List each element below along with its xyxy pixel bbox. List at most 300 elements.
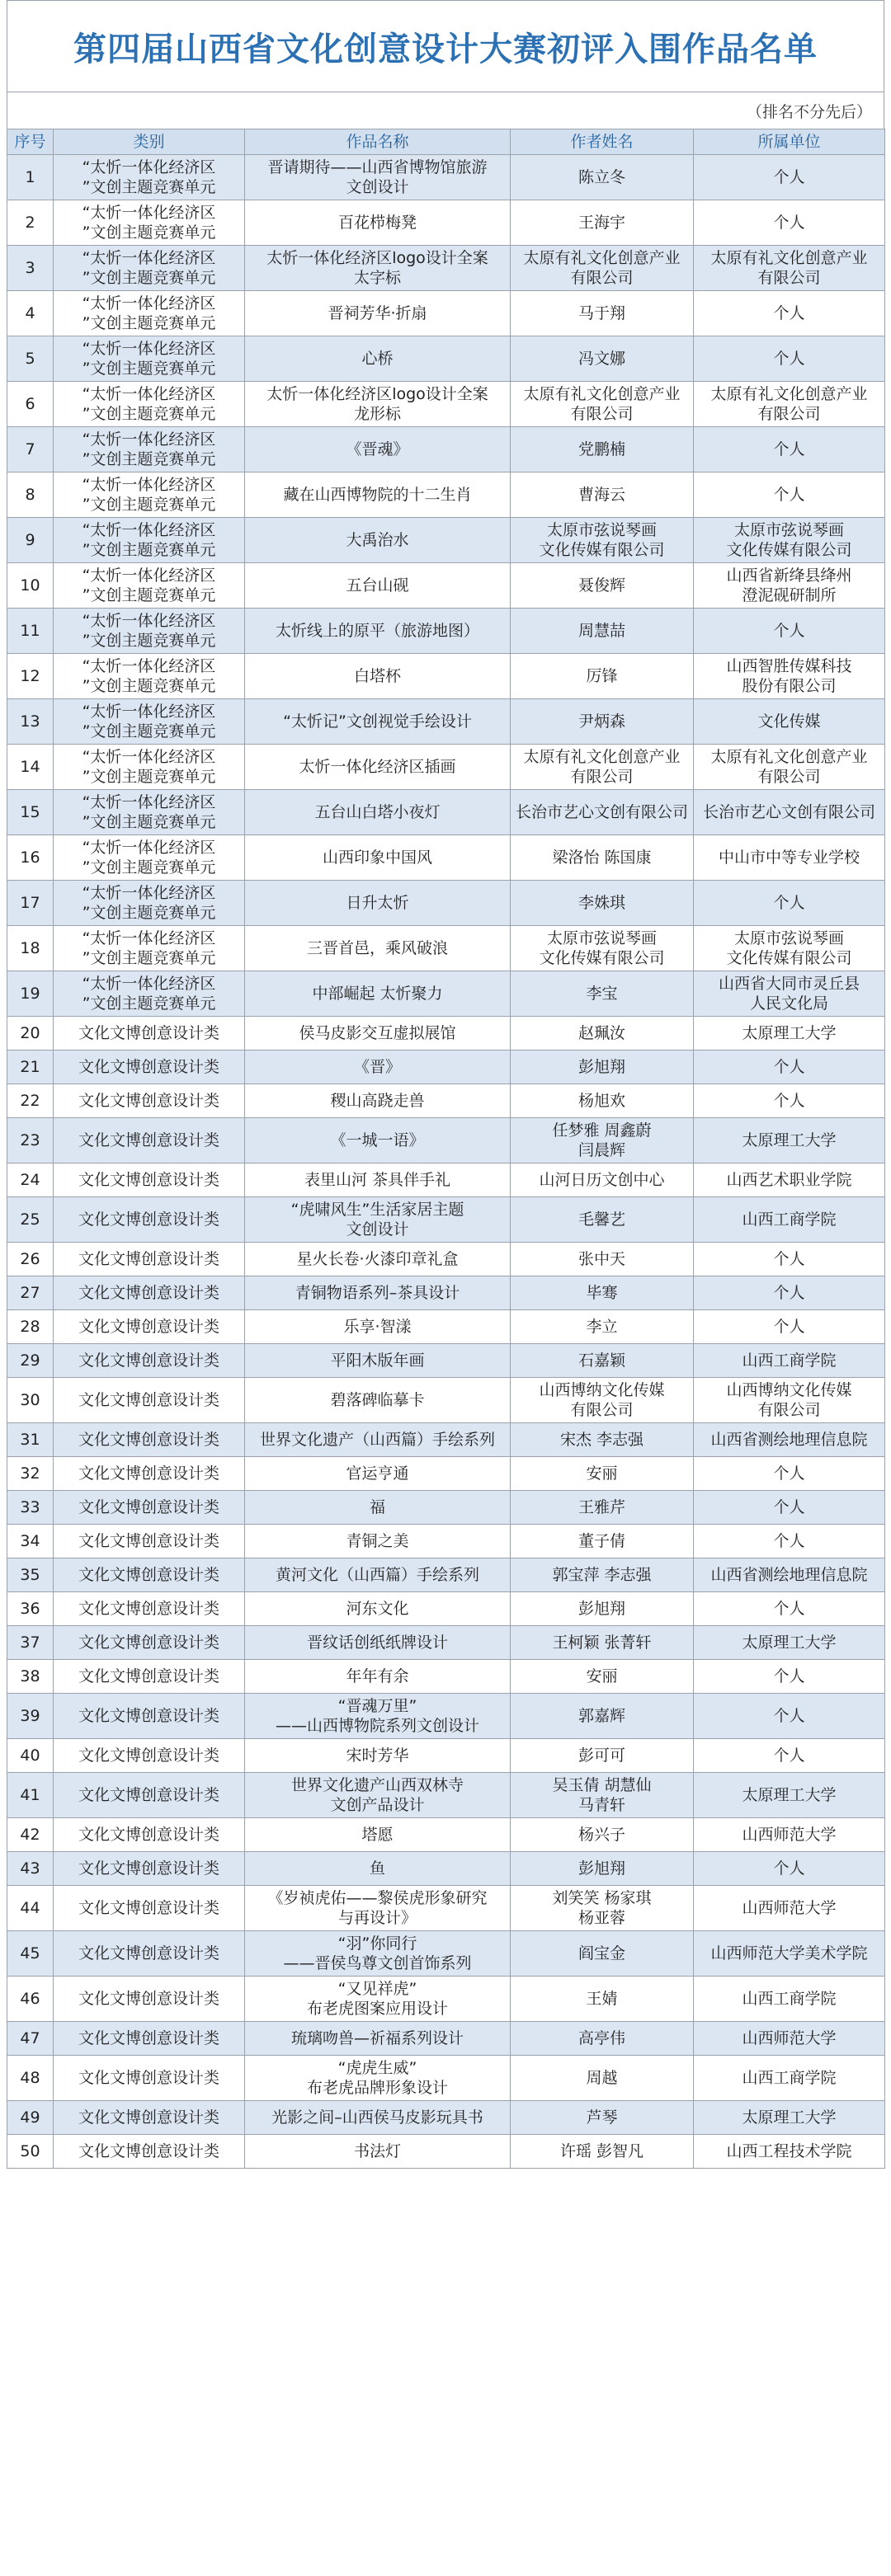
cell-no: 36: [7, 1592, 54, 1626]
table-row: [7, 1310, 885, 1344]
cell-work: 大禹治水: [245, 518, 511, 563]
cell-unit: 山西省大同市灵丘县 人民文化局: [694, 971, 885, 1017]
cell-unit: 太原有礼文化创意产业 有限公司: [694, 382, 885, 427]
cell-work: 心桥: [245, 336, 511, 382]
table-row: [7, 2101, 885, 2135]
cell-no: 19: [7, 971, 54, 1017]
table-row: [7, 2056, 885, 2101]
cell-no: 8: [7, 472, 54, 518]
table-row: [7, 1592, 885, 1626]
table-row: [7, 1378, 885, 1423]
cell-author: 吴玉倩 胡慧仙 马青轩: [511, 1773, 694, 1818]
cell-work: 河东文化: [245, 1592, 511, 1626]
cell-category: “太忻一体化经济区 ”文创主题竞赛单元: [54, 835, 245, 881]
cell-category: “太忻一体化经济区 ”文创主题竞赛单元: [54, 745, 245, 790]
cell-author: 王雅芹: [511, 1491, 694, 1525]
table-header-row: [7, 129, 885, 155]
cell-work: 《晋》: [245, 1051, 511, 1084]
cell-category: 文化文博创意设计类: [54, 1118, 245, 1163]
table-row: [7, 926, 885, 971]
cell-no: 9: [7, 518, 54, 563]
cell-no: 24: [7, 1163, 54, 1197]
cell-category: 文化文博创意设计类: [54, 1886, 245, 1931]
header-category: 类别: [54, 129, 245, 155]
table-row: [7, 1739, 885, 1773]
cell-author: 山河日历文创中心: [511, 1163, 694, 1197]
cell-author: 毕骞: [511, 1276, 694, 1310]
cell-author: 太原有礼文化创意产业 有限公司: [511, 246, 694, 291]
cell-work: 太忻一体化经济区logo设计全案 龙形标: [245, 382, 511, 427]
table-row: [7, 699, 885, 745]
cell-unit: 个人: [694, 1525, 885, 1558]
cell-no: 20: [7, 1017, 54, 1051]
cell-no: 5: [7, 336, 54, 382]
cell-no: 43: [7, 1852, 54, 1886]
table-row: [7, 654, 885, 699]
cell-category: 文化文博创意设计类: [54, 1977, 245, 2022]
cell-category: “太忻一体化经济区 ”文创主题竞赛单元: [54, 926, 245, 971]
cell-work: 晋祠芳华·折扇: [245, 291, 511, 336]
table-row: [7, 1163, 885, 1197]
table-row: [7, 427, 885, 472]
cell-unit: 山西师范大学: [694, 2022, 885, 2056]
cell-no: 30: [7, 1378, 54, 1423]
cell-work: “太忻记”文创视觉手绘设计: [245, 699, 511, 745]
table-row: [7, 1344, 885, 1378]
cell-category: “太忻一体化经济区 ”文创主题竞赛单元: [54, 246, 245, 291]
cell-work: 碧落碑临摹卡: [245, 1378, 511, 1423]
table-row: [7, 1694, 885, 1739]
cell-no: 4: [7, 291, 54, 336]
cell-category: “太忻一体化经济区 ”文创主题竞赛单元: [54, 291, 245, 336]
cell-no: 41: [7, 1773, 54, 1818]
cell-category: 文化文博创意设计类: [54, 1344, 245, 1378]
table-row: [7, 1818, 885, 1852]
cell-category: 文化文博创意设计类: [54, 1660, 245, 1694]
cell-category: 文化文博创意设计类: [54, 1818, 245, 1852]
cell-work: 五台山砚: [245, 563, 511, 609]
cell-work: 光影之间–山西侯马皮影玩具书: [245, 2101, 511, 2135]
cell-category: 文化文博创意设计类: [54, 1739, 245, 1773]
cell-work: 晋纹话创纸纸牌设计: [245, 1626, 511, 1660]
cell-no: 37: [7, 1626, 54, 1660]
cell-author: 聂俊辉: [511, 563, 694, 609]
cell-no: 15: [7, 790, 54, 835]
table-row: [7, 1977, 885, 2022]
ranking-note-row: [7, 92, 884, 129]
cell-category: 文化文博创意设计类: [54, 1931, 245, 1977]
cell-unit: 太原市弦说琴画 文化传媒有限公司: [694, 926, 885, 971]
table-row: [7, 200, 885, 246]
cell-author: 芦琴: [511, 2101, 694, 2135]
cell-unit: 个人: [694, 1243, 885, 1276]
cell-category: 文化文博创意设计类: [54, 1457, 245, 1491]
cell-category: 文化文博创意设计类: [54, 1592, 245, 1626]
cell-work: 青铜之美: [245, 1525, 511, 1558]
cell-category: 文化文博创意设计类: [54, 1017, 245, 1051]
cell-unit: 个人: [694, 336, 885, 382]
cell-author: 董子倩: [511, 1525, 694, 1558]
cell-unit: 山西艺术职业学院: [694, 1163, 885, 1197]
table-row: [7, 155, 885, 200]
table-row: [7, 1084, 885, 1118]
cell-work: 表里山河 茶具伴手礼: [245, 1163, 511, 1197]
cell-work: 三晋首邑，乘风破浪: [245, 926, 511, 971]
cell-no: 17: [7, 881, 54, 926]
cell-work: 世界文化遗产山西双林寺 文创产品设计: [245, 1773, 511, 1818]
cell-work: 青铜物语系列–茶具设计: [245, 1276, 511, 1310]
header-no: 序号: [7, 129, 54, 155]
cell-category: “太忻一体化经济区 ”文创主题竞赛单元: [54, 518, 245, 563]
cell-work: 塔愿: [245, 1818, 511, 1852]
table-row: [7, 1491, 885, 1525]
cell-work: 琉璃吻兽—祈福系列设计: [245, 2022, 511, 2056]
table-row: [7, 1423, 885, 1457]
cell-author: 马于翔: [511, 291, 694, 336]
cell-no: 21: [7, 1051, 54, 1084]
cell-category: 文化文博创意设计类: [54, 1423, 245, 1457]
cell-author: 王婧: [511, 1977, 694, 2022]
cell-unit: 长治市艺心文创有限公司: [694, 790, 885, 835]
cell-author: 郭嘉辉: [511, 1694, 694, 1739]
cell-unit: 山西博纳文化传媒 有限公司: [694, 1378, 885, 1423]
table-row: [7, 1243, 885, 1276]
cell-no: 29: [7, 1344, 54, 1378]
cell-work: 宋时芳华: [245, 1739, 511, 1773]
cell-no: 40: [7, 1739, 54, 1773]
cell-author: 太原有礼文化创意产业 有限公司: [511, 382, 694, 427]
cell-author: 长治市艺心文创有限公司: [511, 790, 694, 835]
cell-author: 杨旭欢: [511, 1084, 694, 1118]
cell-unit: 山西省测绘地理信息院: [694, 1423, 885, 1457]
cell-work: 福: [245, 1491, 511, 1525]
cell-category: 文化文博创意设计类: [54, 1084, 245, 1118]
table-row: [7, 563, 885, 609]
cell-unit: 太原市弦说琴画 文化传媒有限公司: [694, 518, 885, 563]
cell-category: “太忻一体化经济区 ”文创主题竞赛单元: [54, 336, 245, 382]
cell-no: 1: [7, 155, 54, 200]
cell-no: 7: [7, 427, 54, 472]
cell-no: 39: [7, 1694, 54, 1739]
ranking-note: （排名不分先后）: [746, 102, 872, 121]
cell-no: 31: [7, 1423, 54, 1457]
cell-unit: 太原理工大学: [694, 1773, 885, 1818]
cell-author: 周慧喆: [511, 609, 694, 654]
cell-work: 书法灯: [245, 2135, 511, 2169]
cell-author: 石嘉颖: [511, 1344, 694, 1378]
cell-no: 49: [7, 2101, 54, 2135]
header-unit: 所属单位: [694, 129, 885, 155]
cell-unit: 个人: [694, 291, 885, 336]
cell-author: 太原市弦说琴画 文化传媒有限公司: [511, 926, 694, 971]
cell-no: 26: [7, 1243, 54, 1276]
cell-category: 文化文博创意设计类: [54, 1852, 245, 1886]
table-row: [7, 291, 885, 336]
cell-no: 2: [7, 200, 54, 246]
cell-work: 晋请期待——山西省博物馆旅游 文创设计: [245, 155, 511, 200]
cell-category: 文化文博创意设计类: [54, 1491, 245, 1525]
cell-unit: 山西工商学院: [694, 1197, 885, 1243]
cell-author: 彭旭翔: [511, 1051, 694, 1084]
cell-category: 文化文博创意设计类: [54, 1051, 245, 1084]
cell-work: 《岁祯虎佑——黎侯虎形象研究 与再设计》: [245, 1886, 511, 1931]
table-row: [7, 1931, 885, 1977]
cell-author: 李立: [511, 1310, 694, 1344]
cell-work: 鱼: [245, 1852, 511, 1886]
cell-author: 彭可可: [511, 1739, 694, 1773]
cell-category: 文化文博创意设计类: [54, 1163, 245, 1197]
cell-work: “又见祥虎” 布老虎图案应用设计: [245, 1977, 511, 2022]
table-row: [7, 2022, 885, 2056]
cell-category: 文化文博创意设计类: [54, 1276, 245, 1310]
cell-author: 王柯颖 张菁轩: [511, 1626, 694, 1660]
cell-no: 12: [7, 654, 54, 699]
cell-work: 太忻一体化经济区插画: [245, 745, 511, 790]
cell-category: 文化文博创意设计类: [54, 2101, 245, 2135]
cell-work: 百花栉梅凳: [245, 200, 511, 246]
cell-category: “太忻一体化经济区 ”文创主题竞赛单元: [54, 699, 245, 745]
cell-category: 文化文博创意设计类: [54, 1626, 245, 1660]
cell-category: 文化文博创意设计类: [54, 2056, 245, 2101]
cell-no: 10: [7, 563, 54, 609]
cell-work: 日升太忻: [245, 881, 511, 926]
table-row: [7, 971, 885, 1017]
cell-no: 25: [7, 1197, 54, 1243]
cell-unit: 山西师范大学: [694, 1818, 885, 1852]
cell-unit: 个人: [694, 472, 885, 518]
cell-no: 50: [7, 2135, 54, 2169]
cell-author: 曹海云: [511, 472, 694, 518]
cell-author: 杨兴子: [511, 1818, 694, 1852]
table-row: [7, 1197, 885, 1243]
cell-category: “太忻一体化经济区 ”文创主题竞赛单元: [54, 200, 245, 246]
cell-work: 山西印象中国风: [245, 835, 511, 881]
cell-no: 42: [7, 1818, 54, 1852]
cell-work: 太忻一体化经济区logo设计全案 太字标: [245, 246, 511, 291]
cell-no: 14: [7, 745, 54, 790]
cell-work: 年年有余: [245, 1660, 511, 1694]
cell-author: 太原市弦说琴画 文化传媒有限公司: [511, 518, 694, 563]
cell-author: 周越: [511, 2056, 694, 2101]
cell-category: 文化文博创意设计类: [54, 1310, 245, 1344]
cell-unit: 个人: [694, 609, 885, 654]
cell-unit: 太原理工大学: [694, 1626, 885, 1660]
cell-no: 22: [7, 1084, 54, 1118]
cell-unit: 个人: [694, 1694, 885, 1739]
cell-work: 藏在山西博物院的十二生肖: [245, 472, 511, 518]
cell-author: 太原有礼文化创意产业 有限公司: [511, 745, 694, 790]
cell-work: 太忻线上的原平（旅游地图）: [245, 609, 511, 654]
cell-unit: 个人: [694, 200, 885, 246]
cell-no: 27: [7, 1276, 54, 1310]
cell-no: 48: [7, 2056, 54, 2101]
cell-author: 安丽: [511, 1660, 694, 1694]
cell-author: 冯文娜: [511, 336, 694, 382]
cell-category: “太忻一体化经济区 ”文创主题竞赛单元: [54, 382, 245, 427]
cell-author: 宋杰 李志强: [511, 1423, 694, 1457]
cell-author: 厉锋: [511, 654, 694, 699]
cell-unit: 山西工商学院: [694, 1344, 885, 1378]
cell-category: “太忻一体化经济区 ”文创主题竞赛单元: [54, 563, 245, 609]
table-row: [7, 1525, 885, 1558]
table-row: [7, 1051, 885, 1084]
table-row: [7, 1852, 885, 1886]
cell-category: “太忻一体化经济区 ”文创主题竞赛单元: [54, 609, 245, 654]
cell-no: 46: [7, 1977, 54, 2022]
cell-unit: 个人: [694, 881, 885, 926]
cell-unit: 个人: [694, 1457, 885, 1491]
cell-unit: 山西省测绘地理信息院: [694, 1558, 885, 1592]
table-row: [7, 1558, 885, 1592]
cell-unit: 山西师范大学美术学院: [694, 1931, 885, 1977]
cell-no: 11: [7, 609, 54, 654]
cell-no: 44: [7, 1886, 54, 1931]
cell-author: 郭宝萍 李志强: [511, 1558, 694, 1592]
table-row: [7, 1017, 885, 1051]
cell-category: “太忻一体化经济区 ”文创主题竞赛单元: [54, 155, 245, 200]
cell-author: 刘笑笑 杨家琪 杨亚蓉: [511, 1886, 694, 1931]
cell-work: “虎虎生威” 布老虎品牌形象设计: [245, 2056, 511, 2101]
cell-work: 官运亨通: [245, 1457, 511, 1491]
table-row: [7, 336, 885, 382]
cell-no: 35: [7, 1558, 54, 1592]
table-row: [7, 1276, 885, 1310]
cell-no: 16: [7, 835, 54, 881]
page: [7, 0, 884, 2169]
cell-work: “虎啸风生”生活家居主题 文创设计: [245, 1197, 511, 1243]
cell-author: 王海宇: [511, 200, 694, 246]
cell-unit: 山西师范大学: [694, 1886, 885, 1931]
cell-unit: 文化传媒: [694, 699, 885, 745]
table-row: [7, 745, 885, 790]
cell-work: 平阳木版年画: [245, 1344, 511, 1378]
cell-no: 34: [7, 1525, 54, 1558]
table-row: [7, 881, 885, 926]
cell-no: 6: [7, 382, 54, 427]
cell-category: 文化文博创意设计类: [54, 2022, 245, 2056]
table-row: [7, 1118, 885, 1163]
header-work: 作品名称: [245, 129, 511, 155]
cell-author: 党鹏楠: [511, 427, 694, 472]
cell-author: 李姝琪: [511, 881, 694, 926]
cell-category: “太忻一体化经济区 ”文创主题竞赛单元: [54, 790, 245, 835]
cell-no: 32: [7, 1457, 54, 1491]
cell-unit: 个人: [694, 1592, 885, 1626]
cell-work: 稷山高跷走兽: [245, 1084, 511, 1118]
cell-author: 阎宝金: [511, 1931, 694, 1977]
cell-author: 彭旭翔: [511, 1592, 694, 1626]
cell-author: 安丽: [511, 1457, 694, 1491]
cell-author: 张中天: [511, 1243, 694, 1276]
cell-unit: 中山市中等专业学校: [694, 835, 885, 881]
cell-unit: 个人: [694, 1084, 885, 1118]
cell-unit: 个人: [694, 1660, 885, 1694]
cell-no: 23: [7, 1118, 54, 1163]
cell-unit: 太原有礼文化创意产业 有限公司: [694, 246, 885, 291]
cell-author: 赵珮汝: [511, 1017, 694, 1051]
cell-unit: 山西工商学院: [694, 1977, 885, 2022]
cell-category: 文化文博创意设计类: [54, 1243, 245, 1276]
cell-unit: 个人: [694, 1051, 885, 1084]
table-row: [7, 518, 885, 563]
table-row: [7, 246, 885, 291]
cell-category: “太忻一体化经济区 ”文创主题竞赛单元: [54, 971, 245, 1017]
cell-work: 侯马皮影交互虚拟展馆: [245, 1017, 511, 1051]
table-row: [7, 1660, 885, 1694]
cell-author: 毛馨艺: [511, 1197, 694, 1243]
cell-no: 47: [7, 2022, 54, 2056]
cell-category: 文化文博创意设计类: [54, 1197, 245, 1243]
cell-unit: 太原理工大学: [694, 2101, 885, 2135]
cell-author: 尹炳森: [511, 699, 694, 745]
table-row: [7, 835, 885, 881]
cell-unit: 个人: [694, 1276, 885, 1310]
cell-unit: 个人: [694, 1491, 885, 1525]
table-row: [7, 1626, 885, 1660]
table-body: [7, 155, 885, 2169]
table-row: [7, 1773, 885, 1818]
table-row: [7, 609, 885, 654]
cell-work: 中部崛起 太忻聚力: [245, 971, 511, 1017]
cell-no: 28: [7, 1310, 54, 1344]
cell-author: 高亭伟: [511, 2022, 694, 2056]
cell-unit: 个人: [694, 1852, 885, 1886]
table-row: [7, 472, 885, 518]
table-row: [7, 790, 885, 835]
table-row: [7, 2135, 885, 2169]
table-row: [7, 1886, 885, 1931]
cell-work: 五台山白塔小夜灯: [245, 790, 511, 835]
cell-unit: 山西工程技术学院: [694, 2135, 885, 2169]
cell-unit: 山西省新绛县绛州 澄泥砚研制所: [694, 563, 885, 609]
cell-category: “太忻一体化经济区 ”文创主题竞赛单元: [54, 654, 245, 699]
cell-no: 45: [7, 1931, 54, 1977]
cell-unit: 山西工商学院: [694, 2056, 885, 2101]
table-row: [7, 382, 885, 427]
cell-unit: 个人: [694, 427, 885, 472]
cell-no: 13: [7, 699, 54, 745]
cell-work: 世界文化遗产（山西篇）手绘系列: [245, 1423, 511, 1457]
header-author: 作者姓名: [511, 129, 694, 155]
cell-author: 山西博纳文化传媒 有限公司: [511, 1378, 694, 1423]
cell-unit: 个人: [694, 1310, 885, 1344]
cell-category: 文化文博创意设计类: [54, 2135, 245, 2169]
cell-no: 33: [7, 1491, 54, 1525]
title-box: [7, 0, 884, 92]
page-title: 第四届山西省文化创意设计大赛初评入围作品名单: [73, 29, 818, 68]
cell-category: 文化文博创意设计类: [54, 1558, 245, 1592]
cell-category: 文化文博创意设计类: [54, 1378, 245, 1423]
cell-category: 文化文博创意设计类: [54, 1773, 245, 1818]
cell-unit: 太原理工大学: [694, 1017, 885, 1051]
cell-unit: 山西智胜传媒科技 股份有限公司: [694, 654, 885, 699]
cell-no: 18: [7, 926, 54, 971]
table-row: [7, 1457, 885, 1491]
cell-category: “太忻一体化经济区 ”文创主题竞赛单元: [54, 472, 245, 518]
cell-work: 星火长卷·火漆印章礼盒: [245, 1243, 511, 1276]
cell-unit: 太原有礼文化创意产业 有限公司: [694, 745, 885, 790]
cell-category: 文化文博创意设计类: [54, 1694, 245, 1739]
cell-author: 李宝: [511, 971, 694, 1017]
cell-unit: 个人: [694, 1739, 885, 1773]
cell-work: 黄河文化（山西篇）手绘系列: [245, 1558, 511, 1592]
cell-unit: 太原理工大学: [694, 1118, 885, 1163]
cell-category: “太忻一体化经济区 ”文创主题竞赛单元: [54, 427, 245, 472]
cell-category: “太忻一体化经济区 ”文创主题竞赛单元: [54, 881, 245, 926]
cell-author: 许瑶 彭智凡: [511, 2135, 694, 2169]
cell-work: 乐享·智漾: [245, 1310, 511, 1344]
cell-unit: 个人: [694, 155, 885, 200]
